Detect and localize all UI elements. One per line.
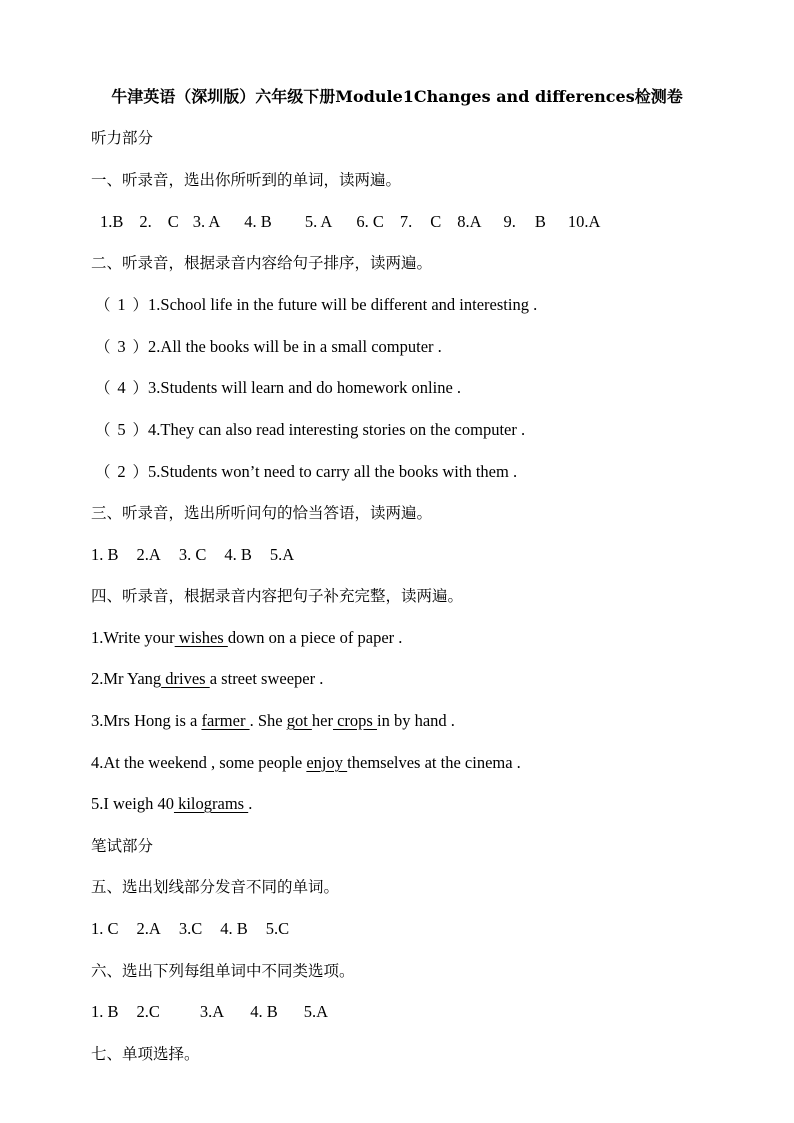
section4-sentence-3 — [91, 710, 455, 732]
answer: C — [167, 212, 179, 231]
paren-open: （ — [95, 463, 111, 481]
sentence-text: her — [311, 711, 333, 730]
answer: 1. C — [91, 919, 119, 938]
answer: 2.A — [136, 919, 161, 938]
sentence-text: 1.Write your — [91, 628, 175, 647]
answer: C — [430, 212, 442, 231]
section3-title: 三、听录音，选出所听问句的恰当答语，读两遍。 — [91, 504, 433, 522]
paren-close: ） — [132, 296, 149, 314]
answer: 4. B — [250, 1002, 278, 1021]
section2-item — [95, 461, 517, 483]
document-title: 牛津英语（深圳版）六年级下册Module1Changes and differences检测卷 — [111, 87, 683, 106]
answer: 4. B — [244, 212, 272, 231]
order-answer: 1 — [117, 295, 126, 314]
paren-open: （ — [95, 379, 111, 397]
paren-open: （ — [95, 338, 111, 356]
order-answer: 4 — [117, 378, 126, 397]
answer: 5.A — [303, 1002, 329, 1021]
section4-title: 四、听录音，根据录音内容把句子补充完整，读两遍。 — [91, 587, 464, 605]
section2-item — [95, 294, 537, 316]
sentence-text: 3.Students will learn and do homework online . — [148, 378, 462, 397]
paren-open: （ — [95, 296, 111, 314]
answer: 5.A — [269, 545, 295, 564]
filled-blank: farmer — [201, 711, 250, 730]
paren-close: ） — [132, 463, 149, 481]
section2-title: 二、听录音，根据录音内容给句子排序，读两遍。 — [91, 254, 433, 272]
sentence-text: 5.Students won’t need to carry all the books with them . — [148, 462, 518, 481]
sentence-text: . — [248, 794, 253, 813]
answer: 8.A — [457, 212, 482, 231]
answer: 1. B — [91, 545, 119, 564]
order-answer: 2 — [117, 462, 126, 481]
answer: 3. C — [178, 545, 207, 564]
section4-sentence-4 — [91, 752, 521, 774]
sentence-text: 2.Mr Yang — [91, 669, 162, 688]
sentence-text: 2.All the books will be in a small computer . — [148, 337, 442, 356]
paren-open: （ — [95, 421, 111, 439]
order-answer: 3 — [117, 337, 126, 356]
section3-answers — [91, 544, 294, 566]
answer: 7. — [399, 212, 413, 231]
filled-blank: kilograms — [173, 794, 249, 813]
filled-blank: crops — [332, 711, 377, 730]
section2-item — [95, 419, 525, 441]
answer: 3.C — [178, 919, 203, 938]
section2-item — [95, 336, 442, 358]
sentence-text: in by hand . — [376, 711, 455, 730]
sentence-text: . She — [249, 711, 287, 730]
sentence-text: 3.Mrs Hong is a — [91, 711, 202, 730]
answer: 2.C — [136, 1002, 160, 1021]
answer: 5. A — [304, 212, 333, 231]
sentence-text: 1.School life in the future will be different and interesting . — [148, 295, 538, 314]
answer: 3.A — [199, 1002, 225, 1021]
filled-blank: drives — [161, 669, 210, 688]
heading-listening: 听力部分 — [91, 129, 154, 147]
filled-blank: got — [286, 711, 312, 730]
section6-answers — [91, 1001, 328, 1023]
section1-title: 一、听录音，选出你所听到的单词，读两遍。 — [91, 171, 402, 189]
section1-answers — [100, 211, 600, 233]
section4-sentence-1 — [91, 627, 402, 649]
section5-title: 五、选出划线部分发音不同的单词。 — [91, 878, 340, 896]
section5-answers — [91, 918, 289, 940]
heading-written: 笔试部分 — [91, 837, 154, 855]
sentence-text: 5.I weigh 40 — [91, 794, 174, 813]
answer: 4. B — [220, 919, 248, 938]
sentence-text: 4.They can also read interesting stories on the computer . — [148, 420, 526, 439]
answer: 10.A — [567, 212, 601, 231]
sentence-text: themselves at the cinema . — [347, 753, 521, 772]
filled-blank: wishes — [174, 628, 228, 647]
answer: 5.C — [265, 919, 290, 938]
answer: B — [534, 212, 546, 231]
filled-blank: enjoy — [306, 753, 348, 772]
answer: 6. C — [356, 212, 384, 231]
paren-close: ） — [132, 379, 149, 397]
order-answer: 5 — [117, 420, 126, 439]
answer: 1. B — [91, 1002, 119, 1021]
paren-close: ） — [132, 421, 149, 439]
answer: 1.B — [100, 212, 124, 231]
answer: 2. — [139, 212, 152, 231]
answer: 3. A — [192, 212, 221, 231]
section6-title: 六、选出下列每组单词中不同类选项。 — [91, 962, 355, 980]
answer: 9. — [503, 212, 516, 231]
sentence-text: 4.At the weekend , some people — [91, 753, 307, 772]
sentence-text: down on a piece of paper . — [227, 628, 403, 647]
paren-close: ） — [132, 338, 149, 356]
section4-sentence-5 — [91, 793, 252, 815]
section7-title: 七、单项选择。 — [91, 1045, 200, 1063]
answer: 2.A — [136, 545, 161, 564]
section4-sentence-2 — [91, 668, 323, 690]
answer: 4. B — [224, 545, 252, 564]
sentence-text: a street sweeper . — [209, 669, 324, 688]
section2-item — [95, 377, 461, 399]
